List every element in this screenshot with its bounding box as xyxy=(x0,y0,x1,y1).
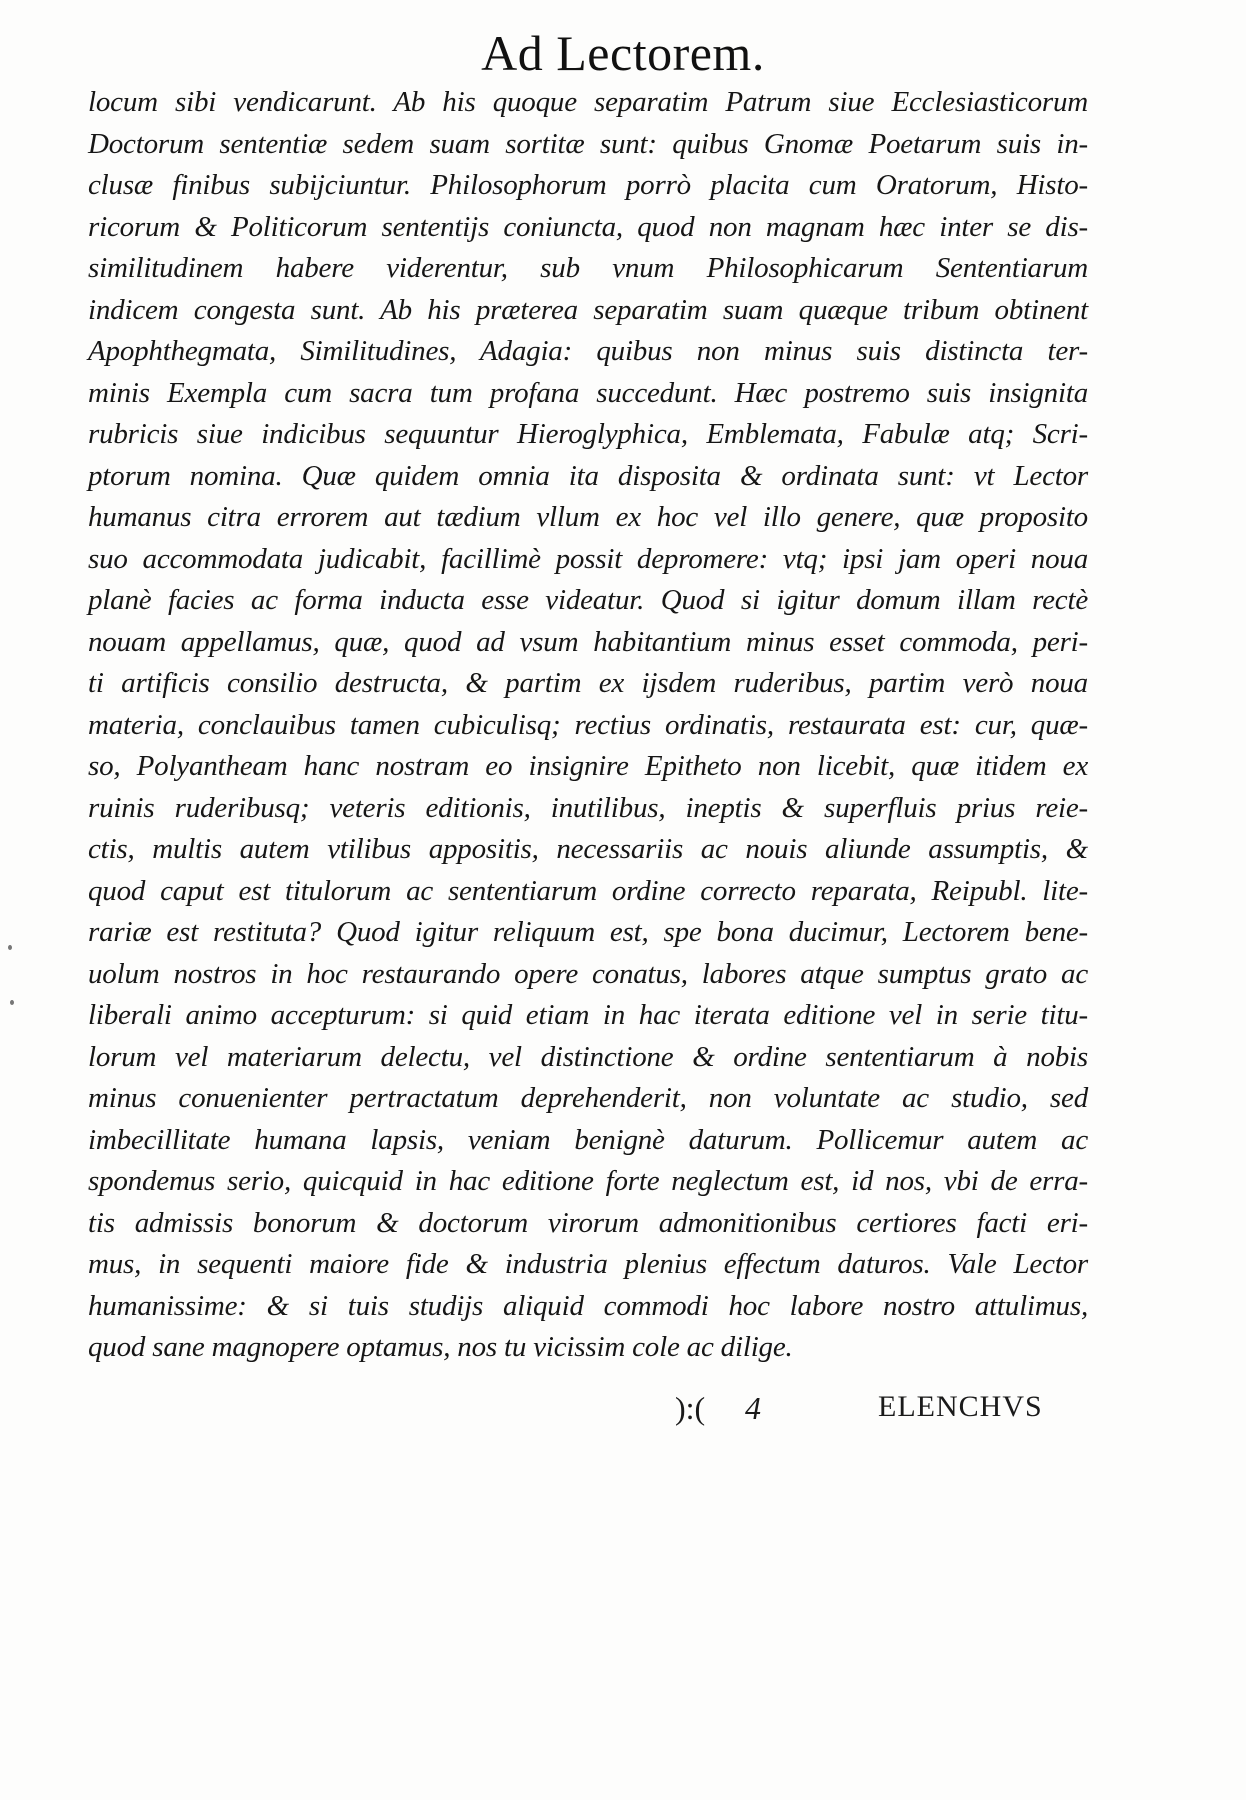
text-line: liberali animo accepturum: si quid etiam in hac iterata editione vel in serie titu- xyxy=(88,999,1088,1031)
text-line: spondemus serio, quicquid in hac editione forte neglectum est, id nos, vbi de erra- xyxy=(88,1165,1088,1197)
text-line: mus, in sequenti maiore fide & industria plenius effectum daturos. Vale Lector xyxy=(88,1248,1088,1280)
signature-number: 4 xyxy=(745,1390,761,1426)
body-text xyxy=(88,82,1088,1369)
text-line: ctis, multis autem vtilibus appositis, necessariis ac nouis aliunde assumptis, & xyxy=(88,833,1088,865)
page-footer xyxy=(0,1390,1246,1440)
text-line: imbecillitate humana lapsis, veniam benignè daturum. Pollicemur autem ac xyxy=(88,1123,1088,1156)
text-line: humanus citra errorem aut tædium vllum ex hoc vel illo genere, quæ proposito xyxy=(88,501,1088,533)
text-line: uolum nostros in hoc restaurando opere conatus, labores atque sumptus grato ac xyxy=(88,957,1088,990)
text-line: lorum vel materiarum delectu, vel distinctione & ordine sententiarum à nobis xyxy=(88,1040,1088,1073)
text-line: clusæ finibus subijciuntur. Philosophorum porrò placita cum Oratorum, Histo- xyxy=(88,169,1088,201)
text-line: ti artificis consilio destructa, & partim ex ijsdem ruderibus, partim verò noua xyxy=(88,667,1088,699)
ink-speck xyxy=(10,1000,14,1005)
text-line: Doctorum sententiæ sedem suam sortitæ sunt: quibus Gnomæ Poetarum suis in- xyxy=(88,127,1088,160)
signature-mark: ):( xyxy=(675,1390,706,1426)
text-line: nouam appellamus, quæ, quod ad vsum habitantium minus esset commoda, peri- xyxy=(88,625,1088,658)
text-line: planè facies ac forma inducta esse videatur. Quod si igitur domum illam rectè xyxy=(88,584,1088,616)
text-line: quod caput est titulorum ac sententiarum ordine correcto reparata, Reipubl. lite- xyxy=(88,874,1088,907)
text-line: rariæ est restituta? Quod igitur reliquum est, spe bona ducimur, Lectorem bene- xyxy=(88,916,1088,948)
catchword: ELENCHVS xyxy=(878,1390,1043,1423)
text-line: locum sibi vendicarunt. Ab his quoque separatim Patrum siue Ecclesiasticorum xyxy=(88,86,1088,118)
text-line: minus conuenienter pertractatum deprehenderit, non voluntate ac studio, sed xyxy=(88,1082,1088,1114)
text-line: quod sane magnopere optamus, nos tu vicissim cole ac dilige. xyxy=(88,1331,793,1363)
text-line: Apophthegmata, Similitudines, Adagia: quibus non minus suis distincta ter- xyxy=(88,335,1088,367)
text-line: minis Exempla cum sacra tum profana succedunt. Hæc postremo suis insignita xyxy=(88,376,1088,409)
text-line: ricorum & Politicorum sententijs coniuncta, quod non magnam hæc inter se dis- xyxy=(88,210,1088,243)
text-line: tis admissis bonorum & doctorum virorum admonitionibus certiores facti eri- xyxy=(88,1206,1088,1239)
page-title: Ad Lectorem. xyxy=(481,25,765,81)
text-line: suo accommodata judicabit, facillimè possit depromere: vtq; ipsi jam operi noua xyxy=(88,542,1088,575)
text-line: humanissime: & si tuis studijs aliquid commodi hoc labore nostro attulimus, xyxy=(88,1289,1088,1322)
text-line: indicem congesta sunt. Ab his præterea separatim suam quæque tribum obtinent xyxy=(88,293,1088,326)
text-line: so, Polyantheam hanc nostram eo insignire Epitheto non licebit, quæ itidem ex xyxy=(88,750,1088,782)
text-line: ptorum nomina. Quæ quidem omnia ita disposita & ordinata sunt: vt Lector xyxy=(88,459,1088,492)
text-line: materia, conclauibus tamen cubiculisq; rectius ordinatis, restaurata est: cur, quæ- xyxy=(88,708,1088,741)
text-line: ruinis ruderibusq; veteris editionis, inutilibus, ineptis & superfluis prius reie- xyxy=(88,791,1088,824)
ink-speck xyxy=(8,945,12,950)
text-line: similitudinem habere viderentur, sub vnum Philosophicarum Sententiarum xyxy=(88,252,1088,284)
text-line: rubricis siue indicibus sequuntur Hieroglyphica, Emblemata, Fabulæ atq; Scri- xyxy=(88,418,1088,450)
